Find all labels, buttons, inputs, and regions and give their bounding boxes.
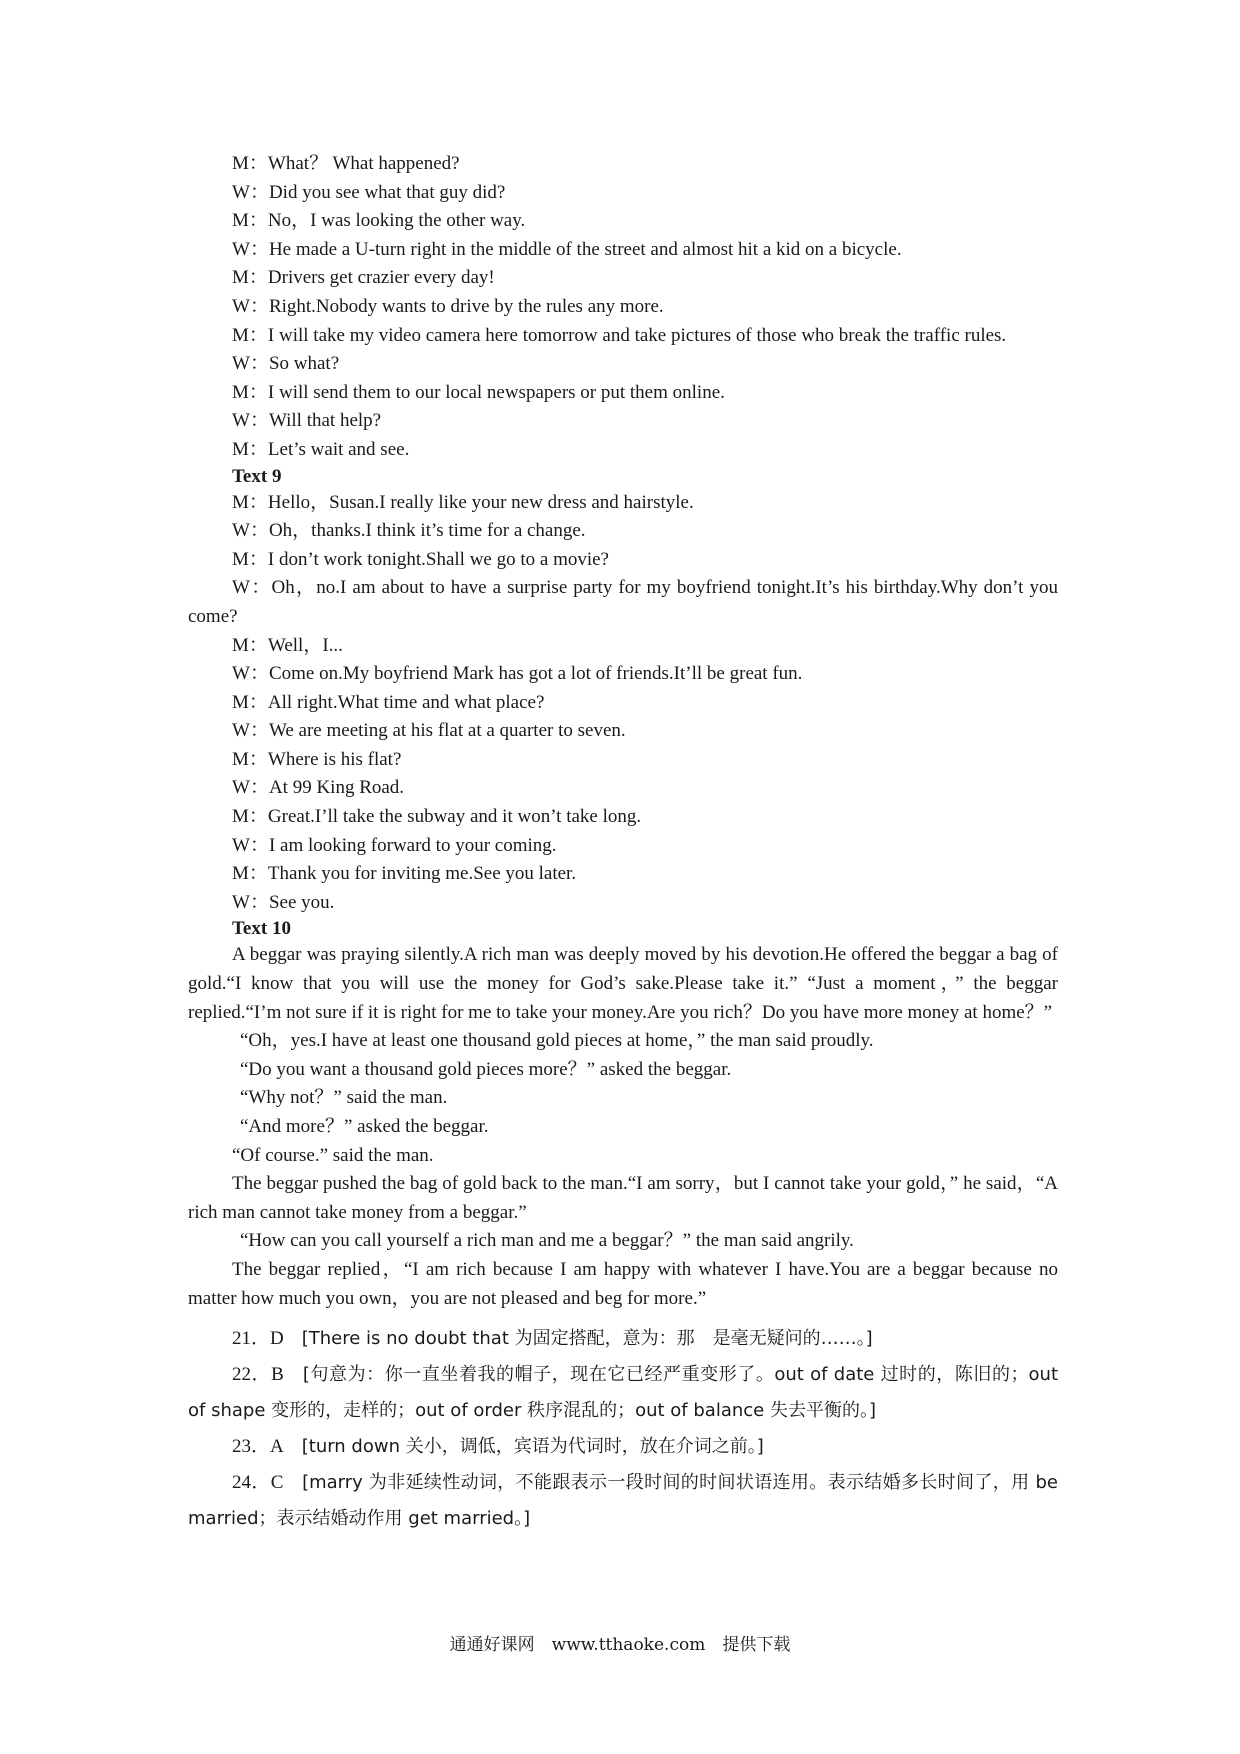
document-body <box>188 150 1058 1537</box>
dialogue-line: W：Did you see what that guy did? <box>232 181 506 203</box>
story-quote: “Why not？” said the man. <box>240 1087 448 1109</box>
section-heading: Text 10 <box>232 918 291 940</box>
dialogue-line: W：At 99 King Road. <box>232 777 405 799</box>
section-heading: Text 9 <box>232 465 282 487</box>
story-quote: “Do you want a thousand gold pieces more？” asked the beggar. <box>240 1058 732 1080</box>
dialogue-line: M：What？ What happened? <box>232 153 460 174</box>
dialogue-line: M：I don’t work tonight.Shall we go to a movie? <box>232 548 609 570</box>
answer-explanation: [句意为：你一直坐着我的帽子，现在它已经严重变形了。out of date 过时的，陈旧的；out of shape 变形的，走样的；out of order 秩序混乱的；out of balance 失去平衡的。] <box>188 1364 1058 1422</box>
dialogue-line: M：I will send them to our local newspapers or put them online. <box>232 381 725 403</box>
text10-section <box>188 917 1058 1313</box>
dialogue-line: M：I will take my video camera here tomorrow and take pictures of those who break the traffic rules. <box>232 324 1007 346</box>
answer-item <box>188 1321 1058 1357</box>
answer-item <box>188 1465 1058 1537</box>
answer-number: 22．B <box>232 1364 284 1386</box>
story-quote: “How can you call yourself a rich man and me a beggar？” the man said angrily. <box>240 1230 854 1252</box>
dialogue-line: M：Hello，Susan.I really like your new dress and hairstyle. <box>232 491 694 513</box>
dialogue-line: W：Oh，thanks.I think it’s time for a change. <box>232 520 586 542</box>
dialogue-line: M：All right.What time and what place? <box>232 691 545 713</box>
answer-item <box>188 1357 1058 1429</box>
dialogue-line: W：See you. <box>232 891 335 913</box>
dialogue-line: W：Come on.My boyfriend Mark has got a lot of friends.It’ll be great fun. <box>232 663 803 685</box>
story-paragraph: The beggar pushed the bag of gold back to the man.“I am sorry，but I cannot take your gold，” he said，“A rich man cannot take money from a beggar.” <box>188 1173 1058 1223</box>
story-quote: “Of course.” said the man. <box>232 1144 434 1166</box>
page-footer: 通通好课网 www.tthaoke.com 提供下载 <box>449 1635 791 1655</box>
dialogue-section <box>188 150 1058 465</box>
answer-number: 23．A <box>232 1436 284 1458</box>
dialogue-line: M：Drivers get crazier every day! <box>232 267 495 289</box>
dialogue-line: W：We are meeting at his flat at a quarter to seven. <box>232 720 626 742</box>
dialogue-line: W：Right.Nobody wants to drive by the rules any more. <box>232 295 664 317</box>
answer-item <box>188 1429 1058 1465</box>
answer-number: 21．D <box>232 1328 284 1350</box>
answer-explanation: [There is no doubt that 为固定搭配，意为：那 是毫无疑问的……。] <box>301 1328 873 1350</box>
dialogue-line: M：Great.I’ll take the subway and it won’t take long. <box>232 806 642 828</box>
dialogue-line: M：Where is his flat? <box>232 748 402 770</box>
dialogue-line: M：Let’s wait and see. <box>232 438 410 460</box>
story-paragraph: A beggar was praying silently.A rich man was deeply moved by his devotion.He offered the beggar a bag of gold.“I know that you will use the money for God’s sake.Please take it.” “Just a moment，” the beggar replied.“I’m not sure if it is right for me to take your money.Are you rich？Do you have more money at home？” <box>188 944 1058 1023</box>
dialogue-line: M：No，I was looking the other way. <box>232 210 526 232</box>
text9-section <box>188 465 1058 918</box>
answer-key <box>188 1321 1058 1537</box>
dialogue-line: M：Thank you for inviting me.See you later. <box>232 863 577 885</box>
dialogue-line: W：I am looking forward to your coming. <box>232 834 557 856</box>
story-paragraph: The beggar replied，“I am rich because I am happy with whatever I have.You are a beggar because no matter how much you own，you are not pleased and beg for more.” <box>188 1258 1058 1309</box>
dialogue-line: M：Well，I... <box>232 634 343 656</box>
dialogue-line: W：He made a U-turn right in the middle of the street and almost hit a kid on a bicycle. <box>232 238 902 260</box>
dialogue-line: W：Oh，no.I am about to have a surprise party for my boyfriend tonight.It’s his birthday.Why don’t you come? <box>188 577 1058 627</box>
dialogue-line: W：Will that help? <box>232 410 382 432</box>
answer-number: 24．C <box>232 1472 284 1494</box>
story-quote: “Oh，yes.I have at least one thousand gold pieces at home，” the man said proudly. <box>240 1030 874 1052</box>
answer-explanation: [marry 为非延续性动词，不能跟表示一段时间的时间状语连用。表示结婚多长时间了，用 be married；表示结婚动作用 get married。] <box>188 1472 1058 1530</box>
dialogue-line: W：So what? <box>232 353 340 375</box>
story-quote: “And more？” asked the beggar. <box>240 1116 489 1137</box>
answer-explanation: [turn down 关小，调低，宾语为代词时，放在介词之前。] <box>301 1436 764 1458</box>
